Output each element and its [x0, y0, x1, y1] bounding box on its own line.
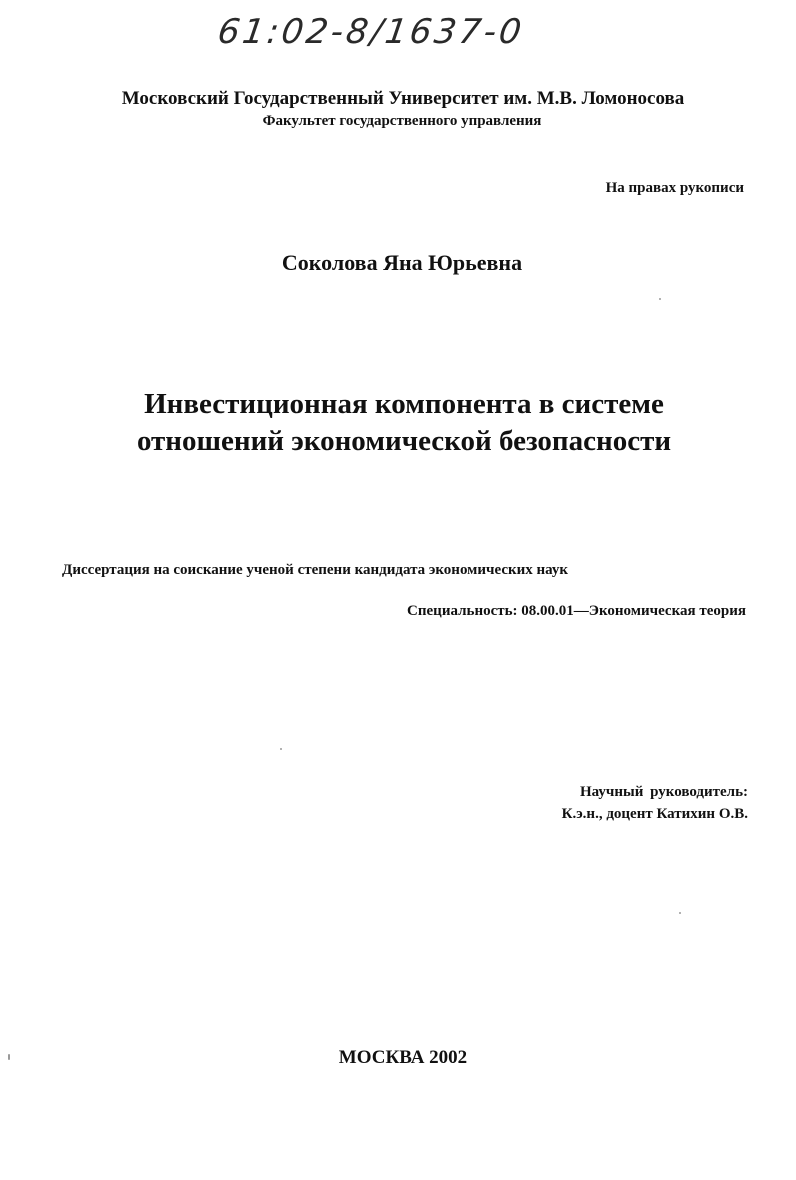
scan-speck [659, 298, 661, 300]
supervisor-name: К.э.н., доцент Катихин О.В. [561, 806, 748, 822]
supervisor-block [562, 781, 748, 825]
university-name: Московский Государственный Университет им. М.В. Ломоносова [121, 88, 685, 109]
scan-speck [679, 912, 681, 914]
specialty-line: Специальность: 08.00.01—Экономическая теория [407, 603, 746, 619]
thesis-title [0, 386, 796, 460]
handwritten-archive-code: 61:02-8/1637-0 [215, 12, 527, 52]
rights-note: На правах рукописи [605, 180, 744, 196]
thesis-title-line-2: отношений экономической безопасности [136, 425, 672, 457]
dissertation-note: Диссертация на соискание ученой степени кандидата экономических наук [62, 562, 569, 578]
city-year: МОСКВА 2002 [338, 1047, 468, 1068]
thesis-title-line-1: Инвестиционная компонента в системе [144, 388, 664, 420]
faculty-name: Факультет государственного управления [262, 113, 542, 129]
scan-speck [8, 1054, 10, 1060]
supervisor-label: Научный руководитель: [580, 784, 748, 800]
scan-speck [280, 748, 282, 750]
author-name: Соколова Яна Юрьевна [281, 250, 523, 275]
